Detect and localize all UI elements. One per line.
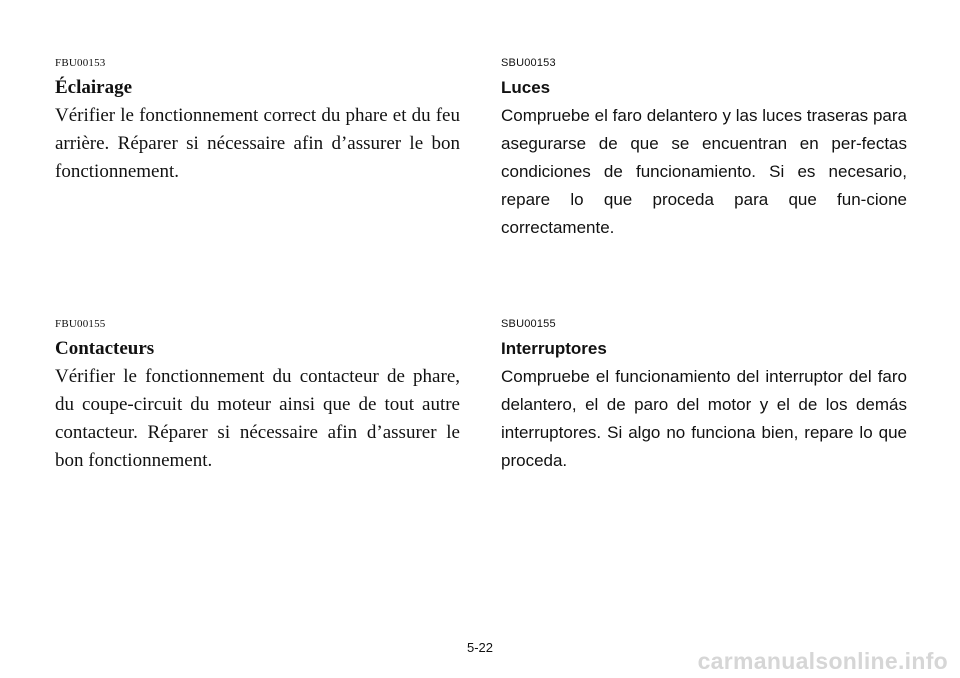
watermark-logo[interactable]: carmanualsonline.info	[697, 648, 948, 674]
fr-switches-section	[55, 318, 460, 475]
fr-switches-title: Contacteurs	[55, 338, 155, 359]
es-lighting-title: Luces	[501, 78, 551, 97]
fr-lighting-code: FBU00153	[55, 57, 106, 69]
fr-switches-code: FBU00155	[55, 318, 106, 330]
es-switches-title: Interruptores	[501, 339, 607, 358]
fr-lighting-title: Éclairage	[55, 77, 133, 98]
es-switches-body: Compruebe el funcionamiento del interruptor del faro delantero, el de paro del motor y el de los demás interruptores. Si algo no funciona bien, repare lo que proceda.	[501, 367, 907, 470]
fr-lighting-section	[55, 57, 460, 186]
es-lighting-section	[501, 57, 907, 242]
es-switches-section	[501, 318, 907, 475]
fr-lighting-body: Vérifier le fonctionnement correct du phare et du feu arrière. Réparer si nécessaire afin d’assurer le bon fonctionnement.	[55, 105, 460, 182]
es-switches-code: SBU00155	[501, 318, 556, 330]
es-lighting-code: SBU00153	[501, 57, 556, 69]
fr-switches-body: Vérifier le fonctionnement du contacteur de phare, du coupe-circuit du moteur ainsi que de tout autre contacteur. Réparer si nécessaire afin d’assurer le bon fonctionnement.	[55, 366, 460, 471]
page-number: 5-22	[466, 640, 494, 655]
es-lighting-body: Compruebe el faro delantero y las luces traseras para asegurarse de que se encuentran en per-fectas condiciones de funcionamiento. Si es necesario, repare lo que proceda para que fun-cione correctamente.	[501, 106, 907, 237]
